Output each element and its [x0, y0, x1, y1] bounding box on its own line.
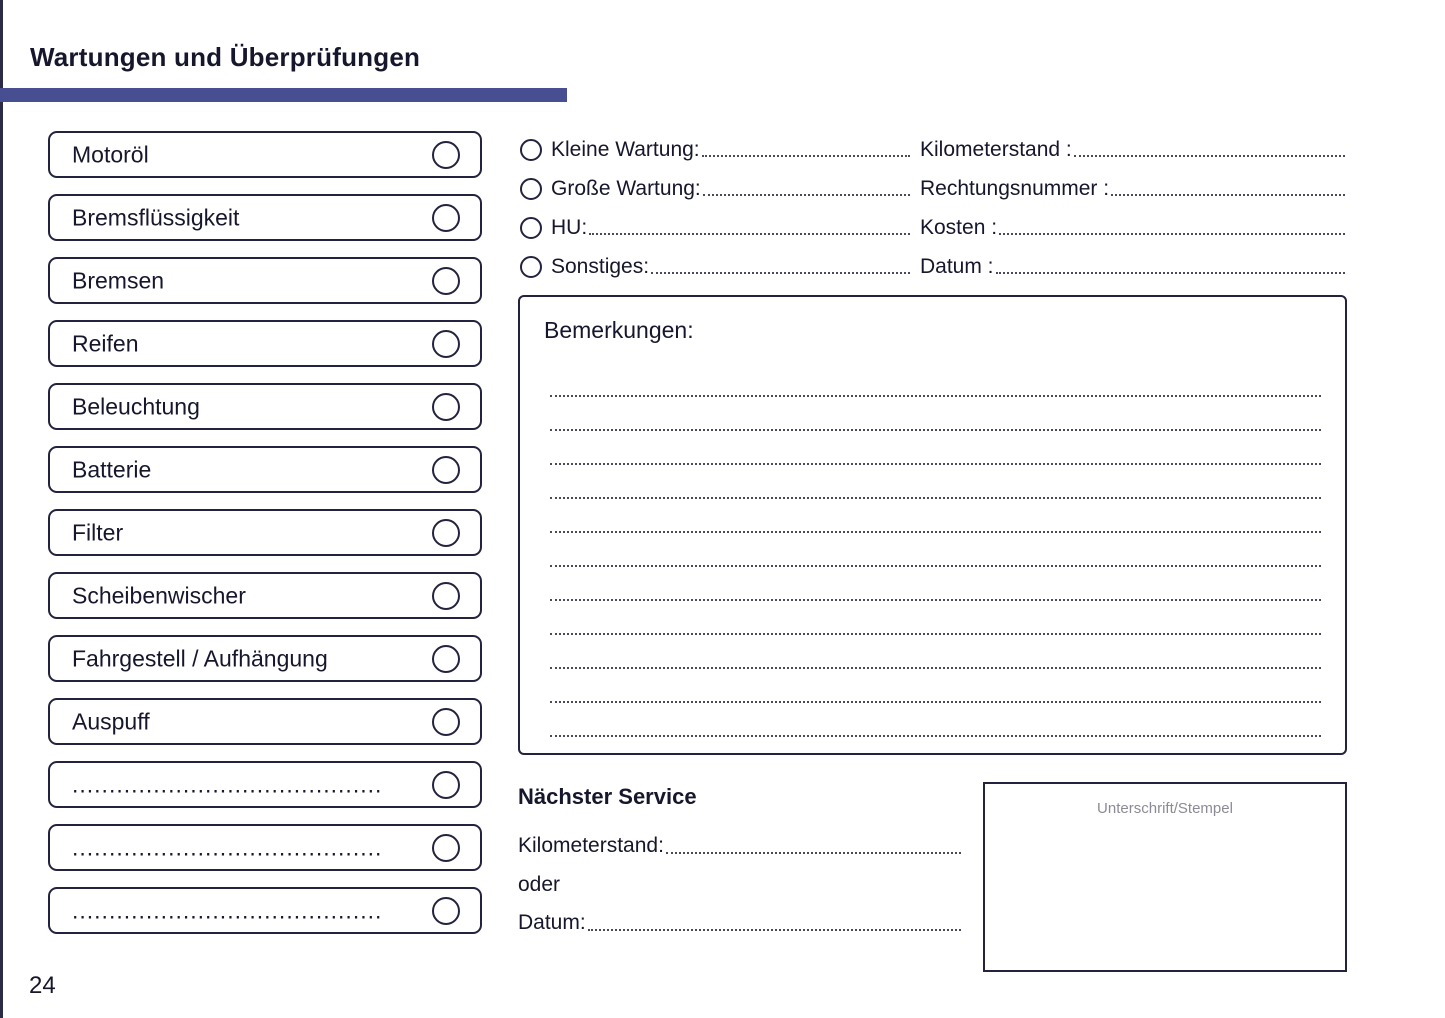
checklist-row[interactable] [48, 257, 482, 304]
checklist-row[interactable] [48, 446, 482, 493]
remarks-lines [550, 363, 1321, 737]
checklist-row[interactable] [48, 572, 482, 619]
checklist-row[interactable] [48, 635, 482, 682]
checklist-item-label: Reifen [72, 330, 139, 356]
checklist-row[interactable] [48, 698, 482, 745]
checklist-checkbox-circle[interactable] [432, 771, 460, 799]
checklist-checkbox-circle[interactable] [432, 456, 460, 484]
remarks-line[interactable] [550, 363, 1321, 397]
invoice-field-input[interactable] [1074, 139, 1345, 157]
remarks-line[interactable] [550, 703, 1321, 737]
next-service-mileage-input[interactable] [666, 836, 961, 854]
invoice-field-input[interactable] [996, 256, 1345, 274]
remarks-line[interactable] [550, 567, 1321, 601]
checklist-item-label: Filter [72, 519, 124, 545]
checklist-checkbox-circle[interactable] [432, 330, 460, 358]
title-underline-bar [0, 88, 567, 102]
remarks-title: Bemerkungen: [544, 317, 694, 343]
next-service-date-label: Datum: [518, 911, 586, 934]
checklist-item-label: Auspuff [72, 708, 150, 734]
checklist-row[interactable] [48, 131, 482, 178]
invoice-field-label: Kosten : [920, 215, 998, 239]
checklist-checkbox-circle[interactable] [432, 582, 460, 610]
invoice-field-label: Kilometerstand : [920, 137, 1072, 161]
checklist-checkbox-circle[interactable] [432, 519, 460, 547]
checklist [48, 131, 482, 950]
checklist-checkbox-circle[interactable] [432, 204, 460, 232]
checklist-item-label: Bremsflüssigkeit [72, 204, 240, 230]
invoice-field-input[interactable] [999, 217, 1345, 235]
page-left-rule [0, 0, 3, 1018]
checklist-row[interactable] [48, 824, 482, 871]
checklist-item-label: .......................................... [72, 834, 383, 860]
page-number: 24 [29, 972, 56, 999]
service-option-radio[interactable] [520, 217, 542, 239]
checklist-checkbox-circle[interactable] [432, 393, 460, 421]
service-option-label: HU: [551, 215, 588, 239]
next-service-or-label: oder [518, 873, 561, 896]
service-option-row[interactable] [520, 247, 910, 286]
remarks-line[interactable] [550, 431, 1321, 465]
service-option-input[interactable] [589, 217, 910, 235]
remarks-line[interactable] [550, 499, 1321, 533]
remarks-line[interactable] [550, 601, 1321, 635]
checklist-row[interactable] [48, 383, 482, 430]
checklist-row[interactable] [48, 194, 482, 241]
service-type-options [520, 130, 910, 286]
signature-stamp-box[interactable] [983, 782, 1347, 972]
service-option-radio[interactable] [520, 178, 542, 200]
page-title: Wartungen und Überprüfungen [30, 42, 421, 72]
service-option-label: Kleine Wartung: [551, 137, 700, 161]
checklist-row[interactable] [48, 761, 482, 808]
invoice-field-row[interactable] [920, 247, 1345, 286]
service-option-row[interactable] [520, 169, 910, 208]
checklist-checkbox-circle[interactable] [432, 834, 460, 862]
remarks-line[interactable] [550, 669, 1321, 703]
remarks-line[interactable] [550, 635, 1321, 669]
remarks-box [518, 295, 1347, 755]
signature-stamp-caption: Unterschrift/Stempel [1097, 800, 1233, 817]
invoice-field-row[interactable] [920, 169, 1345, 208]
checklist-item-label: .......................................... [72, 897, 383, 923]
remarks-line[interactable] [550, 465, 1321, 499]
checklist-checkbox-circle[interactable] [432, 645, 460, 673]
checklist-item-label: Batterie [72, 456, 152, 482]
service-option-radio[interactable] [520, 139, 542, 161]
checklist-row[interactable] [48, 887, 482, 934]
checklist-item-label: Beleuchtung [72, 393, 200, 419]
service-option-input[interactable] [651, 256, 910, 274]
invoice-field-label: Datum : [920, 254, 994, 278]
next-service-mileage-row [518, 831, 961, 861]
next-service-date-input[interactable] [588, 913, 961, 931]
service-option-row[interactable] [520, 208, 910, 247]
service-option-label: Große Wartung: [551, 176, 701, 200]
service-option-row[interactable] [520, 130, 910, 169]
checklist-row[interactable] [48, 320, 482, 367]
checklist-item-label: Fahrgestell / Aufhängung [72, 645, 328, 671]
remarks-line[interactable] [550, 397, 1321, 431]
next-service-mileage-label: Kilometerstand: [518, 834, 664, 857]
checklist-item-label: .......................................... [72, 771, 383, 797]
checklist-item-label: Motoröl [72, 141, 149, 167]
next-service-or-row [518, 870, 961, 900]
invoice-field-row[interactable] [920, 208, 1345, 247]
service-option-radio[interactable] [520, 256, 542, 278]
checklist-item-label: Bremsen [72, 267, 165, 293]
invoice-field-row[interactable] [920, 130, 1345, 169]
next-service-date-row [518, 908, 961, 938]
service-option-label: Sonstiges: [551, 254, 650, 278]
checklist-checkbox-circle[interactable] [432, 897, 460, 925]
invoice-fields [920, 130, 1345, 286]
checklist-checkbox-circle[interactable] [432, 708, 460, 736]
checklist-row[interactable] [48, 509, 482, 556]
checklist-item-label: Scheibenwischer [72, 582, 246, 608]
service-option-input[interactable] [702, 139, 910, 157]
invoice-field-input[interactable] [1111, 178, 1345, 196]
next-service-title: Nächster Service [518, 784, 697, 809]
remarks-line[interactable] [550, 533, 1321, 567]
checklist-checkbox-circle[interactable] [432, 267, 460, 295]
service-option-input[interactable] [703, 178, 910, 196]
invoice-field-label: Rechtungsnummer : [920, 176, 1110, 200]
checklist-checkbox-circle[interactable] [432, 141, 460, 169]
